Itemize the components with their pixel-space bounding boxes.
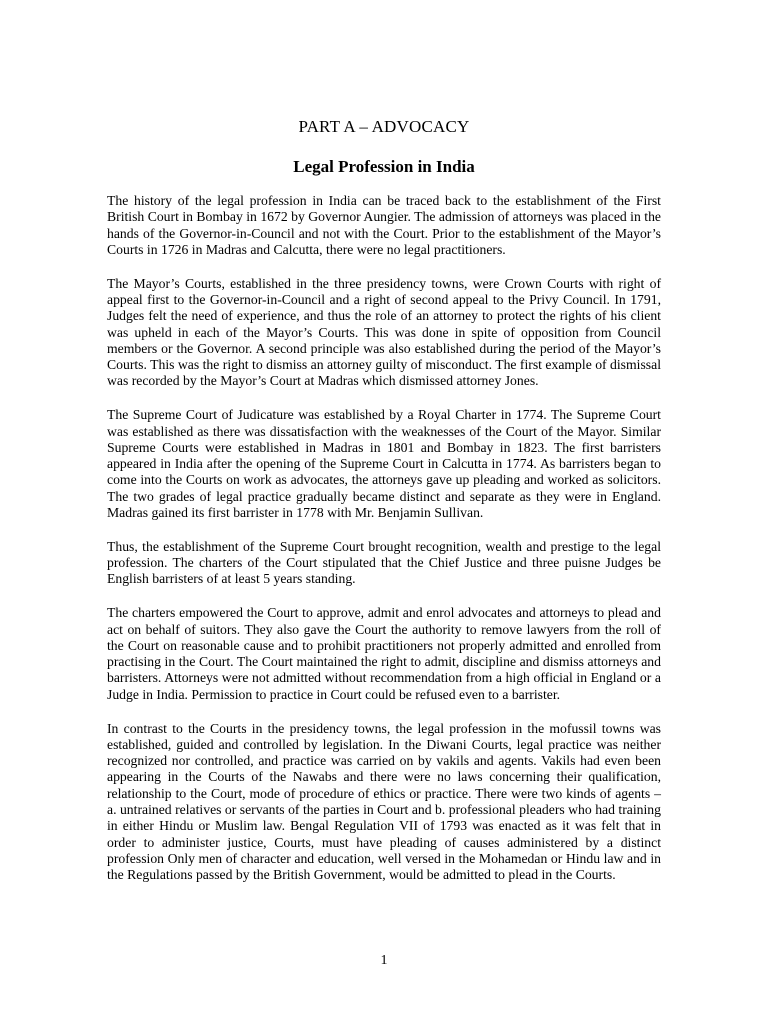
paragraph: The Mayor’s Courts, established in the three presidency towns, were Crown Courts with right of appeal first to the Governor-in-Council and a right of second appeal to the Privy Council. In 1791, Judges felt the need of experience, and thus the role of an attorney to protect the rights of his client was upheld in each of the Mayor’s Courts. This was done in spite of opposition from Council members or the Governor. A second principle was also established during the period of the Mayor’s Courts. This was the right to dismiss an attorney guilty of misconduct. The first example of dismissal was recorded by the Mayor’s Court at Madras which dismissed attorney Jones. bbox=[107, 275, 661, 389]
part-heading: PART A – ADVOCACY bbox=[298, 117, 470, 136]
document-body bbox=[107, 193, 661, 901]
paragraph: Thus, the establishment of the Supreme Court brought recognition, wealth and prestige to the legal profession. The charters of the Court stipulated that the Chief Justice and three puisne Judges be English barristers of at least 5 years standing. bbox=[107, 538, 661, 587]
paragraph: The history of the legal profession in India can be traced back to the establishment of the First British Court in Bombay in 1672 by Governor Aungier. The admission of attorneys was placed in the hands of the Governor-in-Council and not with the Court. Prior to the establishment of the Mayor’s Courts in 1726 in Madras and Calcutta, there were no legal practitioners. bbox=[107, 193, 661, 257]
document-title: Legal Profession in India bbox=[293, 157, 475, 176]
paragraph: In contrast to the Courts in the presidency towns, the legal profession in the mofussil towns was established, guided and controlled by legislation. In the Diwani Courts, legal practice was neither recognized nor controlled, and practice was carried on by vakils and agents. Vakils had even been appearing in the Courts of the Nawabs and there were no laws concerning their qualification, relationship to the Court, mode of procedure of ethics or practice. There were two kinds of agents – a. untrained relatives or servants of the parties in Court and b. professional pleaders who had training in either Hindu or Muslim law. Bengal Regulation VII of 1793 was enacted as it was felt that in order to administer justice, Courts, must have pleading of causes administered by a distinct profession Only men of character and education, well versed in the Mohamedan or Hindu law and in the Regulations passed by the British Government, would be admitted to plead in the Courts. bbox=[107, 720, 661, 883]
paragraph: The charters empowered the Court to approve, admit and enrol advocates and attorneys to plead and act on behalf of suitors. They also gave the Court the authority to remove lawyers from the roll of the Court on reasonable cause and to prohibit practitioners not properly admitted and enrolled from practising in the Court. The Court maintained the right to admit, discipline and dismiss attorneys and barristers. Attorneys were not admitted without recommendation from a high official in England or a Judge in India. Permission to practice in Court could be refused even to a barrister. bbox=[107, 605, 661, 702]
paragraph: The Supreme Court of Judicature was established by a Royal Charter in 1774. The Supreme Court was established as there was dissatisfaction with the weaknesses of the Court of the Mayor. Similar Supreme Courts were established in Madras in 1801 and Bombay in 1823. The first barristers appeared in India after the opening of the Supreme Court in Calcutta in 1774. As barristers began to come into the Courts on work as advocates, the attorneys gave up pleading and worked as solicitors. The two grades of legal practice gradually became distinct and separate as they were in England. Madras gained its first barrister in 1778 with Mr. Benjamin Sullivan. bbox=[107, 407, 661, 521]
page-number: 1 bbox=[380, 953, 388, 968]
